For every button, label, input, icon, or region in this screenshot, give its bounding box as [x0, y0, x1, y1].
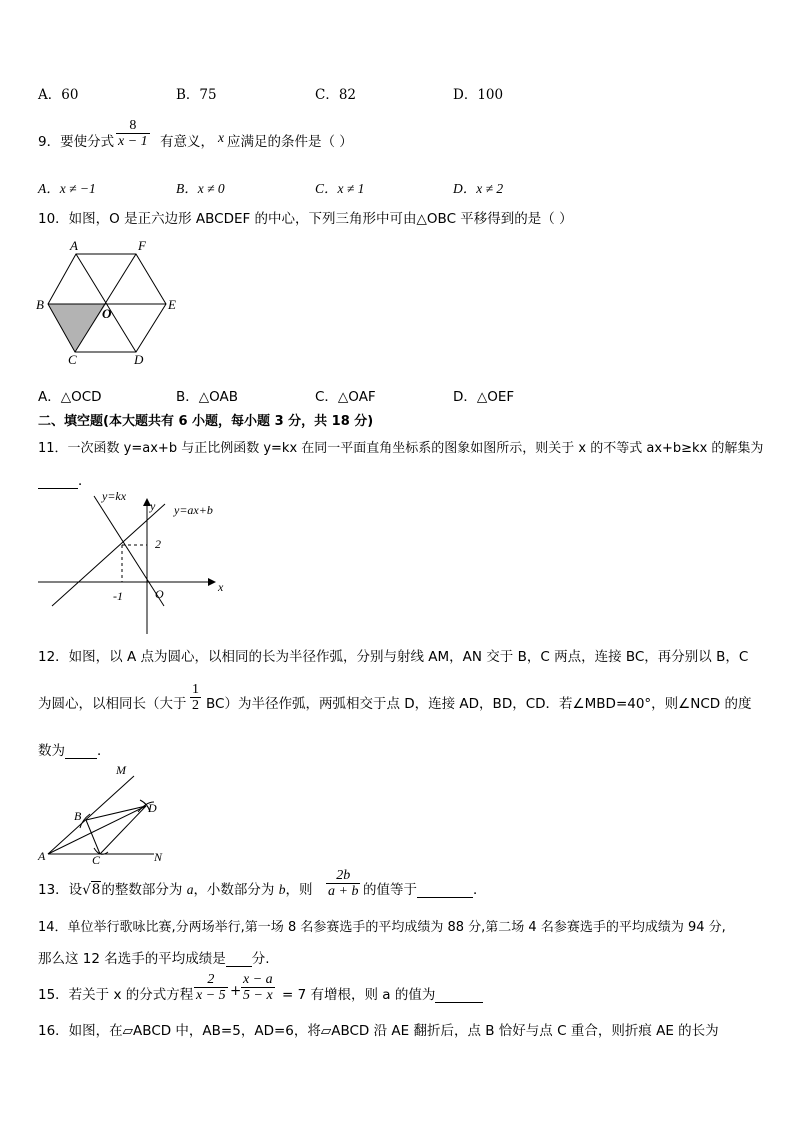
q15-fraction-2-numerator: x − a: [243, 972, 273, 987]
label-y-kx: y=kx: [102, 489, 127, 503]
label-n: N: [154, 850, 163, 864]
q14-blank: [226, 952, 252, 967]
label-b: B: [36, 297, 44, 312]
q9-suffix-b: 应满足的条件是（ ）: [227, 134, 353, 150]
q9-option-c: C．x ≠ 1: [315, 181, 365, 196]
q10-option-c: C．△OAF: [315, 389, 376, 405]
q15-eq-line: [282, 983, 483, 1003]
q10-text: 10．如图，O 是正六边形 ABCDEF 的中心，下列三角形中可由△OBC 平移得到的是（ ）: [38, 211, 573, 227]
label-e: E: [168, 297, 176, 312]
segment-cd: [100, 806, 146, 854]
section-title: 二、填空题(本大题共有 6 小题，每小题 3 分，共 18 分): [38, 414, 374, 429]
segment-bd: [86, 806, 146, 820]
q13-sqrt-value: 8: [91, 882, 101, 898]
q15-blank: [435, 988, 483, 1003]
q14-line2-text: 那么这 12 名选手的平均成绩是: [38, 951, 226, 967]
label-a: A: [38, 849, 46, 863]
q9-var: x: [218, 130, 224, 145]
q8-option-d: D．100: [453, 87, 504, 103]
triangle-obc-shaded: [48, 304, 106, 352]
q13-blank: [417, 883, 473, 898]
q10-option-d: D．△OEF: [453, 389, 515, 405]
q15-fraction-1: [194, 972, 228, 1003]
q14-end: 分.: [251, 951, 270, 967]
q13-suffix-line: [363, 878, 487, 898]
q9-option-b: B．x ≠ 0: [176, 181, 225, 196]
q10-option-a: A．△OCD: [38, 389, 102, 405]
label-o: O: [102, 306, 112, 321]
label-d: D: [148, 801, 157, 815]
q8-option-b: B．75: [176, 87, 217, 103]
angle-figure: [34, 762, 184, 864]
q9-suffix-a: 有意义，: [160, 134, 214, 150]
q12-line3: [38, 739, 111, 759]
q9-prefix: 9．要使分式: [38, 134, 115, 150]
q12-fraction-denominator: 2: [192, 698, 199, 713]
q9-option-a: A．x ≠ −1: [38, 181, 96, 196]
ray-am: [48, 776, 134, 854]
q13-fraction-denominator: a + b: [328, 884, 359, 899]
q15-plus: +: [230, 983, 242, 999]
q13-var-b: b: [278, 882, 286, 897]
x-axis-arrow: [208, 578, 216, 586]
q12-line3-text: 数为: [38, 743, 65, 759]
label-f: F: [138, 238, 146, 253]
label-neg1: -1: [113, 589, 123, 603]
label-a: A: [70, 238, 78, 253]
q13-fraction-numerator: 2b: [336, 868, 351, 883]
label-y: y: [150, 499, 156, 513]
q13-prefix: 13．设: [38, 882, 83, 898]
q11-text: 11．一次函数 y=ax+b 与正比例函数 y=kx 在同一平面直角坐标系的图象如图所示，则关于 x 的不等式 ax+b≥kx 的解集为: [38, 441, 764, 456]
q15-fraction-1-denominator: x − 5: [196, 988, 226, 1003]
label-x: x: [218, 580, 224, 594]
hexagon-outline: [48, 254, 166, 352]
label-c: C: [92, 853, 101, 864]
q11-answer-line: [38, 469, 92, 489]
q13-end: ．: [473, 882, 487, 898]
label-origin: O: [155, 587, 164, 601]
q11-end: ．: [78, 473, 92, 489]
q12-line1: 12．如图，以 A 点为圆心，以相同的长为半径作弧，分别与射线 AM，AN 交于 B，C 两点，连接 BC，再分别以 B，C: [38, 649, 749, 665]
q15-eq: = 7 有增根，则 a 的值为: [282, 987, 436, 1003]
q13-fraction: [326, 868, 360, 899]
q15-fraction-2-denominator: 5 − x: [243, 988, 273, 1003]
label-y-ax-b: y=ax+b: [174, 503, 213, 517]
q12-line2-a: 为圆心，以相同长（大于: [38, 696, 187, 712]
q12-fraction: [190, 682, 201, 713]
label-b: B: [74, 809, 82, 823]
q14-line2: [38, 947, 270, 967]
q13-mid3: ，则: [285, 882, 313, 898]
q13-mid2: ，小数部分为: [193, 882, 275, 898]
q13-line: [38, 878, 312, 898]
q15-prefix: 15．若关于 x 的分式方程: [38, 987, 194, 1003]
q13-var-a: a: [186, 882, 194, 897]
q11-blank: [38, 474, 78, 489]
q9-fraction-denominator: x − 1: [118, 134, 148, 149]
q15-fraction-2: [241, 972, 275, 1003]
q8-option-a: A．60: [38, 87, 79, 103]
q9-option-d: D．x ≠ 2: [453, 181, 504, 196]
q12-fraction-numerator: 1: [192, 682, 199, 697]
q13-mid: 的整数部分为: [101, 882, 183, 898]
q8-option-c: C．82: [315, 87, 357, 103]
q10-option-b: B．△OAB: [176, 389, 239, 405]
q9-fraction-numerator: 8: [129, 118, 137, 133]
sqrt-icon: √: [82, 882, 91, 898]
q15-fraction-1-numerator: 2: [207, 972, 215, 987]
label-c: C: [68, 352, 77, 367]
q13-suffix: 的值等于: [363, 882, 417, 898]
q14-line1: 14．单位举行歌咏比赛,分两场举行,第一场 8 名参赛选手的平均成绩为 88 分,第二场 4 名参赛选手的平均成绩为 94 分,: [38, 920, 726, 935]
q9-fraction: [116, 118, 150, 149]
hexagon-figure: [30, 236, 180, 371]
label-m: M: [116, 763, 126, 777]
q12-end: ．: [97, 743, 111, 759]
q12-line2-b: BC）为半径作弧，两弧相交于点 D，连接 AD，BD，CD．若∠MBD=40°，则∠NCD 的度: [206, 696, 752, 712]
label-d: D: [134, 352, 144, 367]
q16-text: 16．如图，在▱ABCD 中，AB=5，AD=6，将▱ABCD 沿 AE 翻折后，点 B 恰好与点 C 重合，则折痕 AE 的长为: [38, 1023, 719, 1039]
segment-bc: [86, 820, 100, 854]
q12-blank: [65, 744, 97, 759]
function-graph: [34, 488, 234, 636]
label-two: 2: [155, 537, 161, 551]
